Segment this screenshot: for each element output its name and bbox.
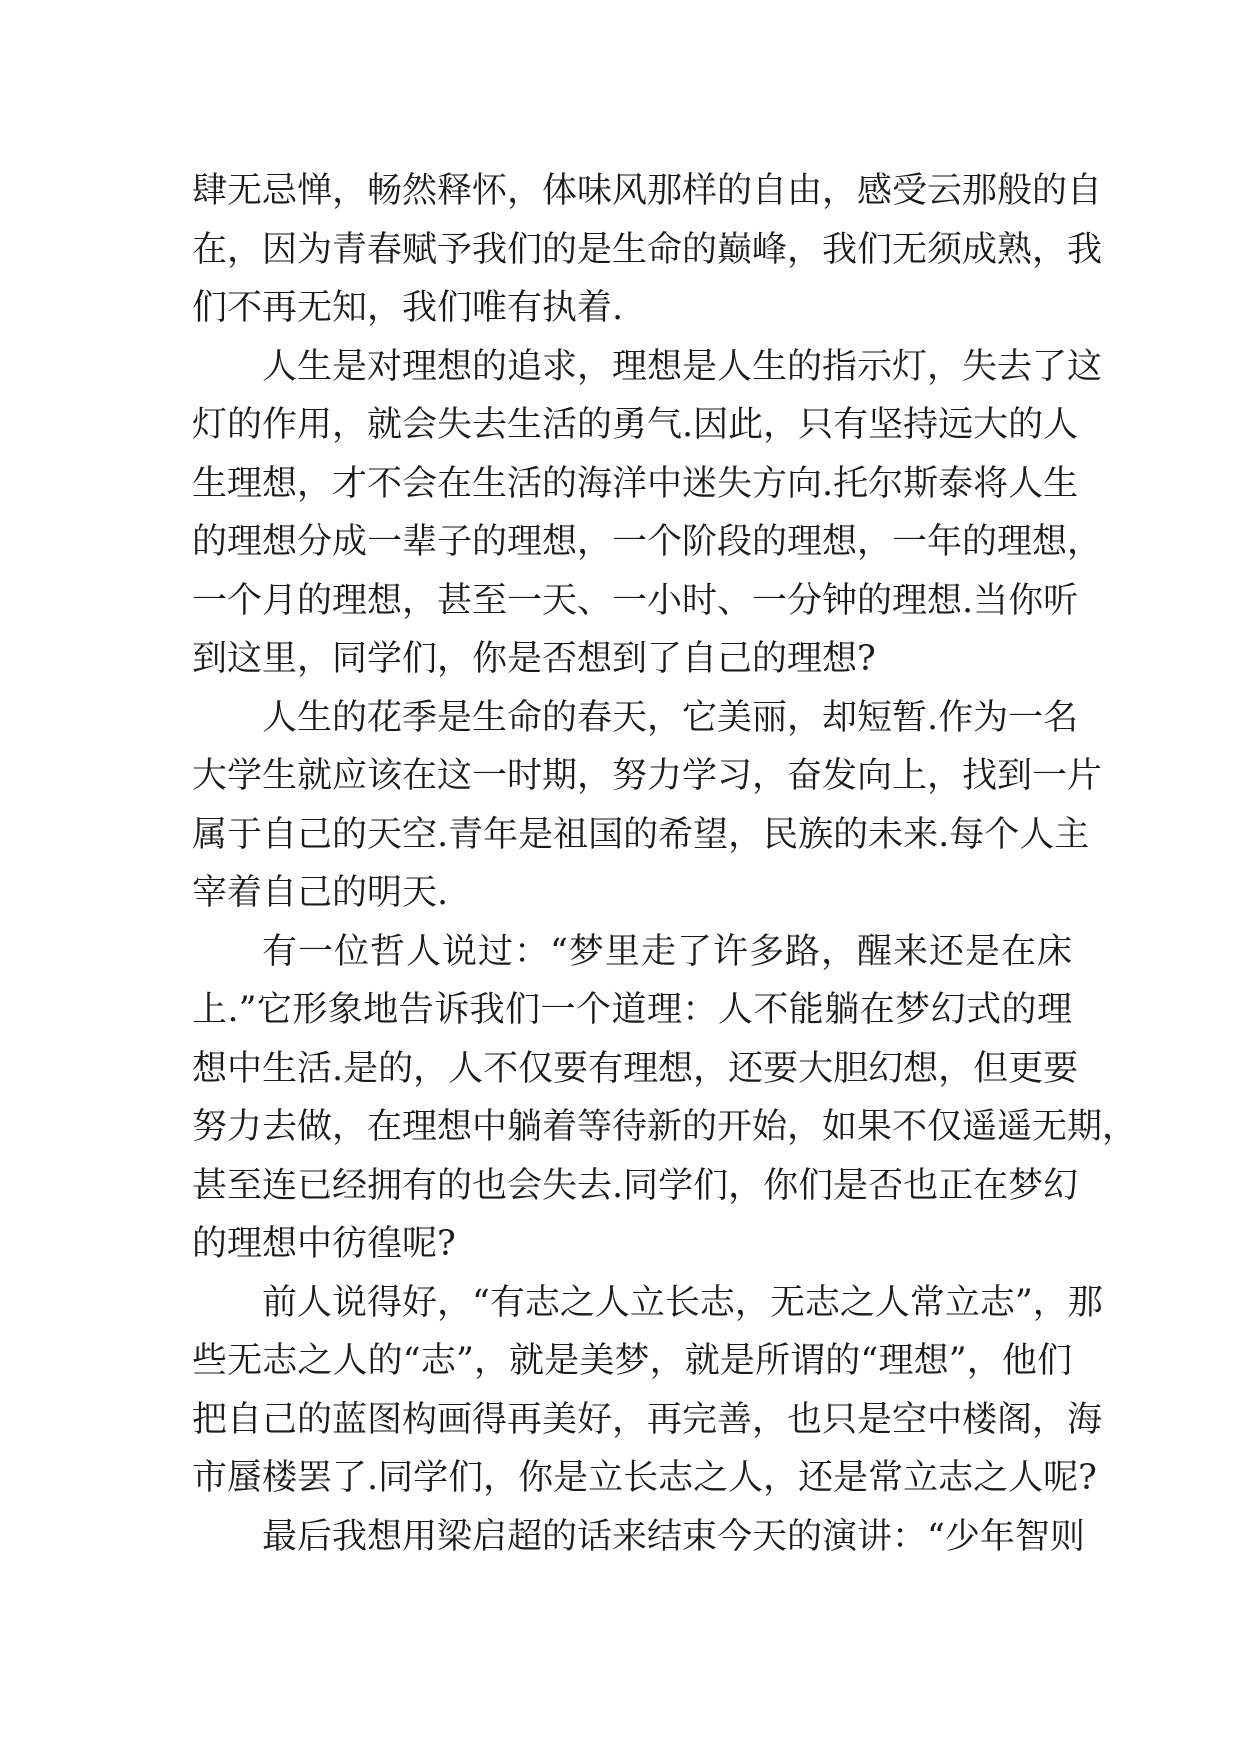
paragraph	[192, 923, 1138, 1274]
text-line: 肆无忌惮，畅然释怀，体味风那样的自由，感受云那般的自	[192, 171, 1103, 211]
text-line: 灯的作用，就会失去生活的勇气.因此，只有坚持远大的人	[192, 405, 1079, 445]
text-line: 甚至连已经拥有的也会失去.同学们，你们是否也正在梦幻	[192, 1165, 1079, 1206]
text-line: 人生是对理想的追求，理想是人生的指示灯，失去了这	[262, 346, 1103, 387]
text-line: 前人说得好，“有志之人立长志，无志之人常立志”，那	[262, 1282, 1103, 1323]
text-line: 宰着自己的明天.	[192, 873, 449, 913]
text-line: 有一位哲人说过：“梦里走了许多路，醒来还是在床	[262, 931, 1072, 972]
paragraph	[192, 689, 1103, 923]
text-line: 一个月的理想，甚至一天、一小时、一分钟的理想.当你听	[192, 580, 1079, 621]
text-line: 的理想分成一辈子的理想，一个阶段的理想，一年的理想，	[192, 522, 1103, 562]
paragraph	[192, 1274, 1103, 1508]
text-line: 大学生就应该在这一时期，努力学习，奋发向上，找到一片	[192, 756, 1103, 796]
text-line: 的理想中彷徨呢?	[192, 1224, 456, 1264]
text-line: 市蜃楼罢了.同学们，你是立长志之人，还是常立志之人呢?	[192, 1458, 1097, 1498]
paragraph	[192, 162, 1103, 338]
text-line: 们不再无知，我们唯有执着.	[192, 288, 624, 328]
paragraph	[192, 338, 1103, 689]
text-line: 最后我想用梁启超的话来结束今天的演讲：“少年智则	[262, 1516, 1085, 1557]
text-line: 想中生活.是的，人不仅要有理想，还要大胆幻想，但更要	[192, 1048, 1079, 1089]
text-line: 些无志之人的“志”，就是美梦，就是所谓的“理想”，他们	[192, 1341, 1072, 1381]
text-line: 生理想，才不会在生活的海洋中迷失方向.托尔斯泰将人生	[192, 463, 1079, 504]
text-line: 把自己的蓝图构画得再美好，再完善，也只是空中楼阁，海	[192, 1399, 1103, 1440]
document-body	[192, 162, 1138, 1566]
text-line: 在，因为青春赋予我们的是生命的巅峰，我们无须成熟，我	[192, 229, 1103, 270]
text-line: 努力去做，在理想中躺着等待新的开始，如果不仅遥遥无期，	[192, 1107, 1138, 1147]
text-line: 属于自己的天空.青年是祖国的希望，民族的未来.每个人主	[192, 814, 1090, 855]
text-line: 到这里，同学们，你是否想到了自己的理想?	[192, 639, 876, 679]
text-line: 人生的花季是生命的春天，它美丽，却短暂.作为一名	[262, 697, 1079, 738]
paragraph	[192, 1508, 1085, 1567]
text-line: 上.”它形象地告诉我们一个道理：人不能躺在梦幻式的理	[192, 990, 1072, 1030]
